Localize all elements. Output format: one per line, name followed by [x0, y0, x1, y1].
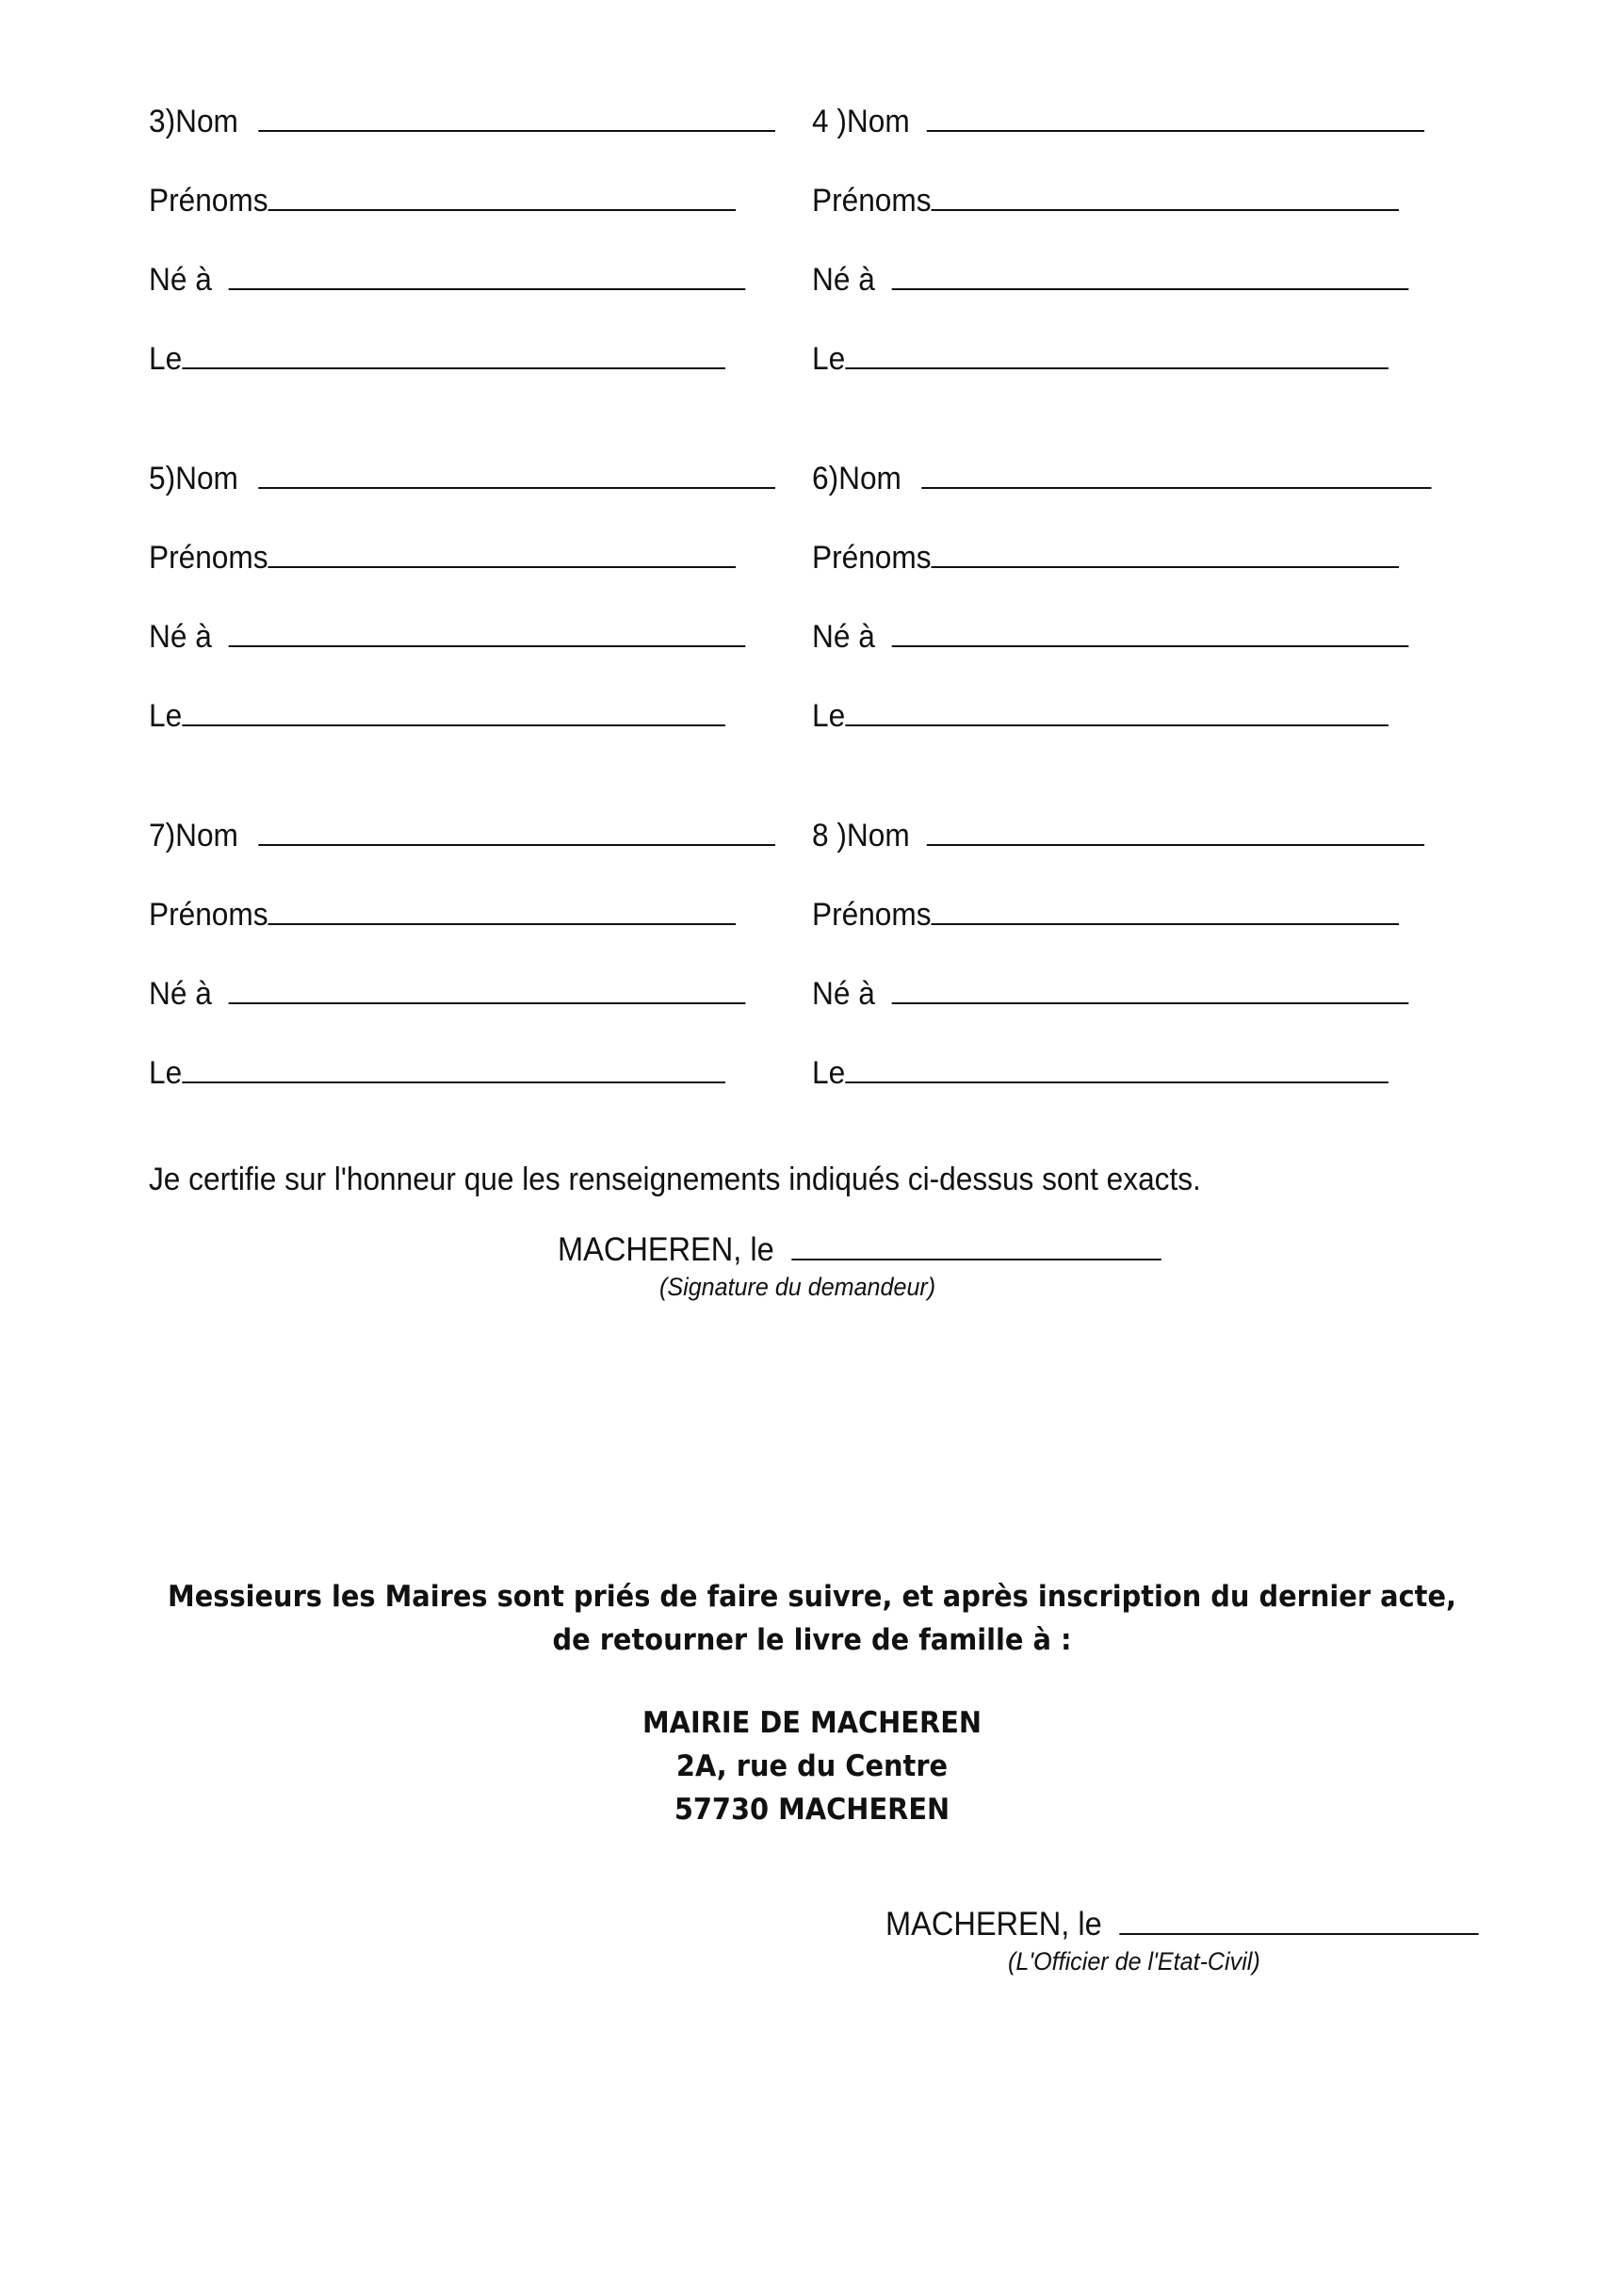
nom-field-5[interactable] — [149, 459, 775, 497]
ne-a-field-7[interactable] — [149, 974, 746, 1013]
ne-a-label-5: Né à — [149, 619, 212, 655]
prenoms-label-8: Prénoms — [812, 897, 932, 933]
ne-a-label-8: Né à — [812, 976, 875, 1012]
officer-signature-caption: (L'Officier de l'Etat-Civil) — [1008, 1947, 1260, 1975]
nom-field-4[interactable] — [812, 102, 1424, 140]
address-line-3: 57730 MACHEREN — [674, 1793, 950, 1827]
ne-a-field-6[interactable] — [812, 617, 1409, 656]
nom-field-3[interactable] — [149, 102, 775, 140]
officer-place-date-label: MACHEREN, le — [885, 1906, 1102, 1943]
prenoms-field-7[interactable] — [149, 895, 736, 934]
prenoms-field-3[interactable] — [149, 181, 736, 219]
nom-field-7[interactable] — [149, 816, 775, 854]
le-field-7[interactable] — [149, 1053, 725, 1092]
officer-signature-date-field[interactable] — [885, 1905, 1478, 1943]
prenoms-field-6[interactable] — [812, 538, 1399, 577]
applicant-signature-date-field[interactable] — [558, 1230, 1161, 1269]
le-field-6[interactable] — [812, 696, 1389, 735]
nom-label-5: 5)Nom — [149, 461, 238, 496]
ne-a-label-7: Né à — [149, 976, 212, 1012]
notice-line-2: de retourner le livre de famille à : — [552, 1623, 1072, 1657]
certification-text: Je certifie sur l'honneur que les renseignements indiqués ci-dessus sont exacts. — [149, 1162, 1201, 1197]
le-label-3: Le — [149, 341, 183, 377]
le-field-5[interactable] — [149, 696, 725, 735]
address-line-2: 2A, rue du Centre — [675, 1749, 949, 1783]
ne-a-field-8[interactable] — [812, 974, 1409, 1013]
ne-a-label-4: Né à — [812, 262, 875, 298]
prenoms-field-8[interactable] — [812, 895, 1399, 934]
prenoms-field-4[interactable] — [812, 181, 1399, 219]
ne-a-label-6: Né à — [812, 619, 875, 655]
nom-field-6[interactable] — [812, 459, 1432, 497]
le-field-3[interactable] — [149, 339, 725, 378]
prenoms-label-7: Prénoms — [149, 897, 268, 933]
le-label-6: Le — [812, 698, 846, 734]
prenoms-label-3: Prénoms — [149, 183, 268, 219]
le-field-4[interactable] — [812, 339, 1389, 378]
nom-label-6: 6)Nom — [812, 461, 901, 496]
prenoms-label-6: Prénoms — [812, 540, 932, 576]
address-line-1: MAIRIE DE MACHEREN — [641, 1706, 983, 1740]
prenoms-label-4: Prénoms — [812, 183, 932, 219]
nom-label-3: 3)Nom — [149, 104, 238, 139]
prenoms-label-5: Prénoms — [149, 540, 268, 576]
nom-label-4: 4 )Nom — [812, 104, 910, 139]
ne-a-field-4[interactable] — [812, 260, 1409, 299]
nom-label-7: 7)Nom — [149, 818, 238, 854]
le-label-5: Le — [149, 698, 183, 734]
ne-a-field-3[interactable] — [149, 260, 746, 299]
applicant-place-date-label: MACHEREN, le — [558, 1231, 774, 1268]
le-label-7: Le — [149, 1055, 183, 1091]
prenoms-field-5[interactable] — [149, 538, 736, 577]
nom-field-8[interactable] — [812, 816, 1424, 854]
le-field-8[interactable] — [812, 1053, 1389, 1092]
ne-a-label-3: Né à — [149, 262, 212, 298]
ne-a-field-5[interactable] — [149, 617, 746, 656]
applicant-signature-caption: (Signature du demandeur) — [659, 1273, 936, 1301]
le-label-4: Le — [812, 341, 846, 377]
nom-label-8: 8 )Nom — [812, 818, 910, 854]
le-label-8: Le — [812, 1055, 846, 1091]
mairie-address — [57, 1701, 1567, 1831]
notice-line-1: Messieurs les Maires sont priés de faire suivre, et après inscription du dernier acte, — [168, 1580, 1456, 1614]
